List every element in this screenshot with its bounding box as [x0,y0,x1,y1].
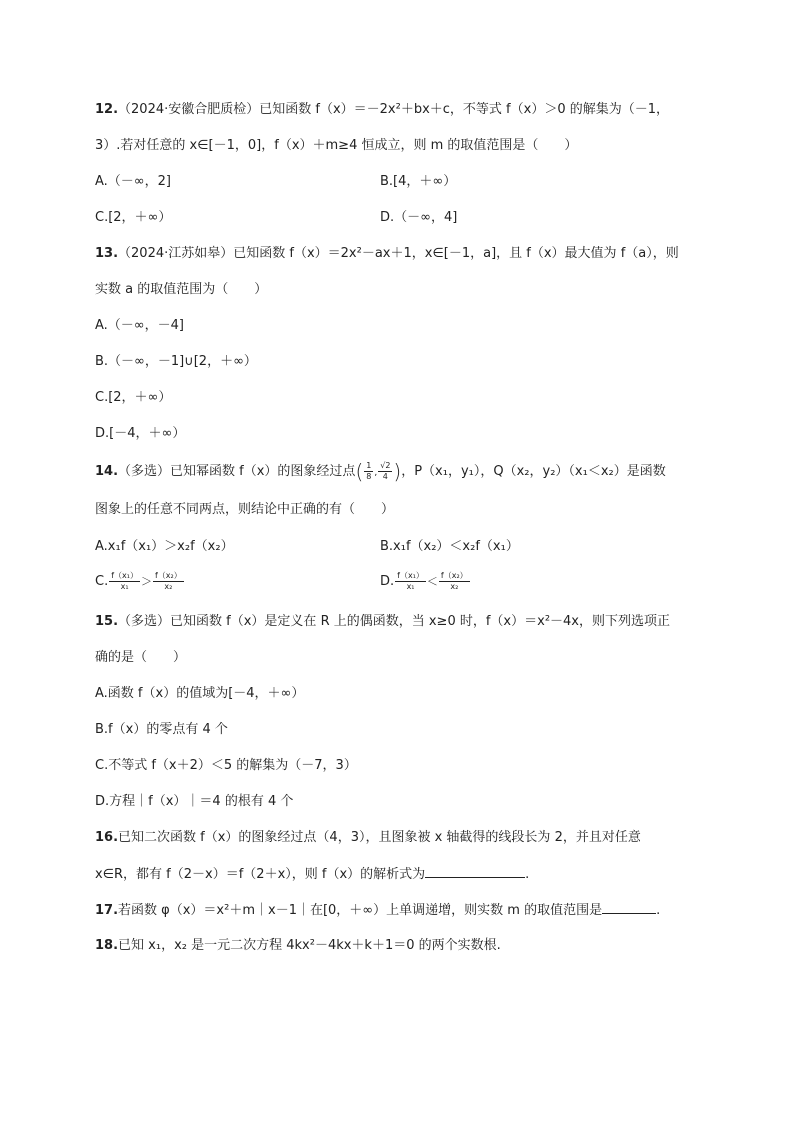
q15-stem-part2: 确的是（ ） [95,650,187,665]
fraction-denominator: x₂ [164,582,173,591]
point-x-numerator: 1 [366,461,372,470]
q16-stem-part2: x∈R，都有 f（2－x）＝f（2＋x），则 f（x）的解析式为 [95,867,426,882]
q16-period: . [525,867,530,882]
q12-option-d: D.（－∞，4] [380,210,458,225]
q14-stem-part2: ，P（x₁，y₁），Q（x₂，y₂）（x₁＜x₂）是函数 [401,464,666,479]
fraction-denominator: x₁ [120,582,129,591]
point-y-denominator: 4 [382,472,388,481]
q13-number: 13. [95,246,119,261]
q14-d-left-fraction [395,571,426,592]
q13-option-b: B.（－∞，－1]∪[2，＋∞） [95,354,257,369]
q13-option-c: C.[2，＋∞） [95,390,172,405]
q14-stem-part1: （多选）已知幂函数 f（x）的图象经过点 [118,464,356,479]
q14-stem-part3: 图象上的任意不同两点，则结论中正确的有（ ） [95,502,395,517]
q12-option-a: A.（－∞，2] [95,174,171,189]
q13-line1 [95,245,679,263]
q14-c-operator: ＞ [140,575,152,588]
q14-c-right-fraction [153,571,184,592]
fraction-numerator: f（x₁） [397,571,424,580]
q15-number: 15. [95,614,119,629]
point-y-numerator: √2 [380,461,391,470]
point-right-paren: ) [393,459,402,484]
q13-option-a: A.（－∞，－4] [95,318,184,333]
point-y-fraction [378,461,392,482]
q13-stem-part2: 实数 a 的取值范围为（ ） [95,282,268,297]
q16-number: 16. [95,830,119,845]
fraction-denominator: x₁ [406,582,415,591]
q12-line1 [95,101,669,119]
q17-answer-blank[interactable] [602,901,656,914]
point-x-fraction [364,461,373,482]
q12-option-c: C.[2，＋∞） [95,210,172,225]
q13-option-d: D.[－4，＋∞） [95,426,186,441]
q15-option-d: D.方程｜f（x）｜＝4 的根有 4 个 [95,794,294,809]
q17-number: 17. [95,903,119,918]
q14-option-c [95,571,185,592]
q14-d-operator: ＜ [426,575,438,588]
q16-stem-part1: 已知二次函数 f（x）的图象经过点（4，3），且图象被 x 轴截得的线段长为 2，并且对任意 [118,830,641,845]
q17-period: . [656,903,661,918]
fraction-numerator: f（x₂） [154,571,182,580]
fraction-numerator: f（x₂） [440,571,468,580]
point-left-paren: ( [355,459,364,484]
q16-answer-blank[interactable] [425,865,525,878]
q18-number: 18. [95,938,119,953]
q15-option-a: A.函数 f（x）的值域为[－4，＋∞） [95,686,305,701]
q18-stem: 已知 x₁，x₂ 是一元二次方程 4kx²－4kx＋k＋1＝0 的两个实数根. [118,938,501,953]
fraction-numerator: f（x₁） [111,571,138,580]
q16-line2 [95,865,529,884]
q12-option-b: B.[4，＋∞） [380,174,457,189]
q16-line1 [95,829,641,847]
q14-option-c-label: C. [95,574,109,589]
q17-line [95,901,660,920]
q14-c-left-fraction [109,571,140,592]
q18-line [95,937,501,955]
q17-stem: 若函数 φ（x）＝x²＋m｜x－1｜在[0，＋∞）上单调递增，则实数 m 的取值范围是 [118,903,603,918]
fraction-denominator: x₂ [450,582,459,591]
q14-option-d-label: D. [380,574,395,589]
q14-number: 14. [95,464,119,479]
q14-option-d [380,571,471,592]
q14-option-a: A.x₁f（x₁）＞x₂f（x₂） [95,539,234,554]
q15-option-b: B.f（x）的零点有 4 个 [95,722,228,737]
q14-d-right-fraction [439,571,470,592]
q14-line1: 14.（多选）已知幂函数 f（x）的图象经过点( $\frac{1}{8}$ , $\frac{√2}{4}$ )，P（x₁，y₁），Q（x₂，y₂）（x₁＜x₂）是函数 [95,459,666,484]
q12-number: 12. [95,102,119,117]
q12-stem-part2: 3）.若对任意的 x∈[－1，0]，f（x）＋m≥4 恒成立，则 m 的取值范围是（ ） [95,138,578,153]
q15-option-c: C.不等式 f（x＋2）＜5 的解集为（－7，3） [95,758,357,773]
q15-stem-part1: （多选）已知函数 f（x）是定义在 R 上的偶函数，当 x≥0 时，f（x）＝x²－4x，则下列选项正 [118,614,670,629]
q12-stem-part1: （2024·安徽合肥质检）已知函数 f（x）＝－2x²＋bx＋c，不等式 f（x）＞0 的解集为（－1， [118,102,669,117]
q15-line1 [95,613,670,631]
q14-option-b: B.x₁f（x₂）＜x₂f（x₁） [380,539,519,554]
q13-stem-part1: （2024·江苏如皋）已知函数 f（x）＝2x²－ax＋1，x∈[－1，a]，且 f（x）最大值为 f（a），则 [118,246,679,261]
point-x-denominator: 8 [366,472,372,481]
